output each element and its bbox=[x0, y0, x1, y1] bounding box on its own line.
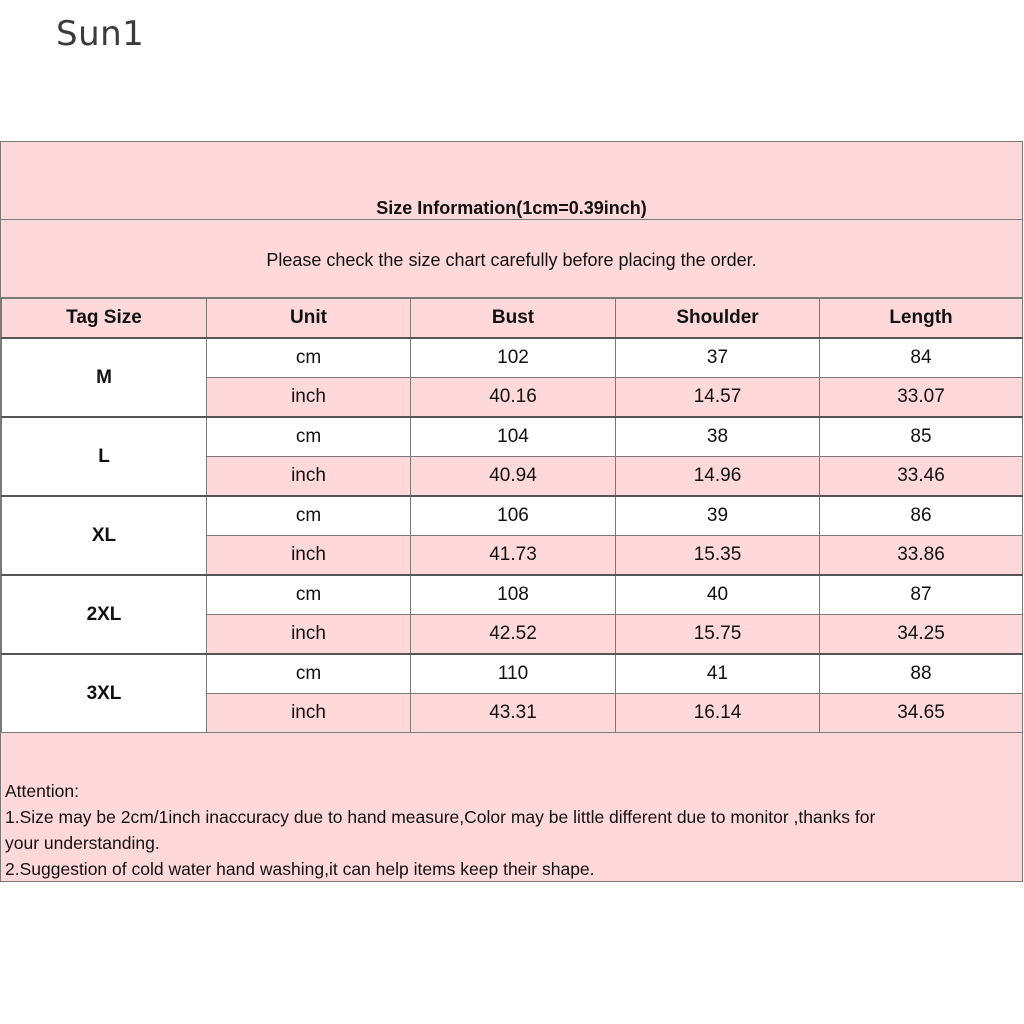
length-cell: 84 bbox=[820, 338, 1023, 378]
length-cell: 33.86 bbox=[820, 536, 1023, 576]
tag-size-cell: M bbox=[2, 338, 207, 417]
bust-cell: 43.31 bbox=[411, 694, 616, 733]
attention-notes bbox=[5, 778, 1018, 882]
length-cell: 34.25 bbox=[820, 615, 1023, 655]
unit-cell: inch bbox=[207, 457, 411, 497]
size-chart-note: Please check the size chart carefully before placing the order. bbox=[266, 250, 757, 270]
shoulder-cell: 14.96 bbox=[616, 457, 820, 497]
length-cell: 34.65 bbox=[820, 694, 1023, 733]
bust-cell: 40.94 bbox=[411, 457, 616, 497]
shoulder-cell: 16.14 bbox=[616, 694, 820, 733]
shoulder-cell: 40 bbox=[616, 575, 820, 615]
unit-cell: inch bbox=[207, 536, 411, 576]
shoulder-cell: 14.57 bbox=[616, 378, 820, 418]
unit-cell: cm bbox=[207, 417, 411, 457]
bust-cell: 42.52 bbox=[411, 615, 616, 655]
length-cell: 88 bbox=[820, 654, 1023, 694]
shoulder-cell: 15.35 bbox=[616, 536, 820, 576]
header-row bbox=[2, 299, 1023, 339]
attention-heading: Attention: bbox=[5, 781, 79, 801]
unit-cell: cm bbox=[207, 575, 411, 615]
bust-cell: 41.73 bbox=[411, 536, 616, 576]
bust-cell: 104 bbox=[411, 417, 616, 457]
header-length: Length bbox=[820, 299, 1023, 339]
shoulder-cell: 38 bbox=[616, 417, 820, 457]
tag-size-cell: 2XL bbox=[2, 575, 207, 654]
brand-logo: Sun1 bbox=[56, 14, 145, 54]
table-row bbox=[2, 575, 1023, 615]
bust-cell: 106 bbox=[411, 496, 616, 536]
table-row bbox=[2, 338, 1023, 378]
bust-cell: 40.16 bbox=[411, 378, 616, 418]
bust-cell: 108 bbox=[411, 575, 616, 615]
length-cell: 86 bbox=[820, 496, 1023, 536]
title-row bbox=[1, 142, 1022, 220]
tag-size-cell: 3XL bbox=[2, 654, 207, 733]
length-cell: 85 bbox=[820, 417, 1023, 457]
size-chart bbox=[0, 141, 1023, 882]
bust-cell: 102 bbox=[411, 338, 616, 378]
unit-cell: inch bbox=[207, 378, 411, 418]
table-row bbox=[2, 496, 1023, 536]
length-cell: 33.46 bbox=[820, 457, 1023, 497]
tag-size-cell: L bbox=[2, 417, 207, 496]
header-bust: Bust bbox=[411, 299, 616, 339]
unit-cell: inch bbox=[207, 694, 411, 733]
attention-line-2: 2.Suggestion of cold water hand washing,it can help items keep their shape. bbox=[5, 859, 595, 879]
shoulder-cell: 39 bbox=[616, 496, 820, 536]
tag-size-cell: XL bbox=[2, 496, 207, 575]
table-row bbox=[2, 417, 1023, 457]
shoulder-cell: 41 bbox=[616, 654, 820, 694]
length-cell: 33.07 bbox=[820, 378, 1023, 418]
header-shoulder: Shoulder bbox=[616, 299, 820, 339]
shoulder-cell: 15.75 bbox=[616, 615, 820, 655]
size-table bbox=[1, 298, 1023, 733]
table-row bbox=[2, 654, 1023, 694]
header-unit: Unit bbox=[207, 299, 411, 339]
unit-cell: cm bbox=[207, 338, 411, 378]
size-chart-title: Size Information(1cm=0.39inch) bbox=[376, 198, 647, 218]
attention-line-1: 1.Size may be 2cm/1inch inaccuracy due to hand measure,Color may be little different due to monitor ,thanks for bbox=[5, 807, 876, 827]
shoulder-cell: 37 bbox=[616, 338, 820, 378]
unit-cell: cm bbox=[207, 496, 411, 536]
unit-cell: inch bbox=[207, 615, 411, 655]
length-cell: 87 bbox=[820, 575, 1023, 615]
note-row bbox=[1, 220, 1022, 298]
bust-cell: 110 bbox=[411, 654, 616, 694]
attention-line-1-continued: your understanding. bbox=[5, 833, 160, 853]
unit-cell: cm bbox=[207, 654, 411, 694]
header-tag-size: Tag Size bbox=[2, 299, 207, 339]
